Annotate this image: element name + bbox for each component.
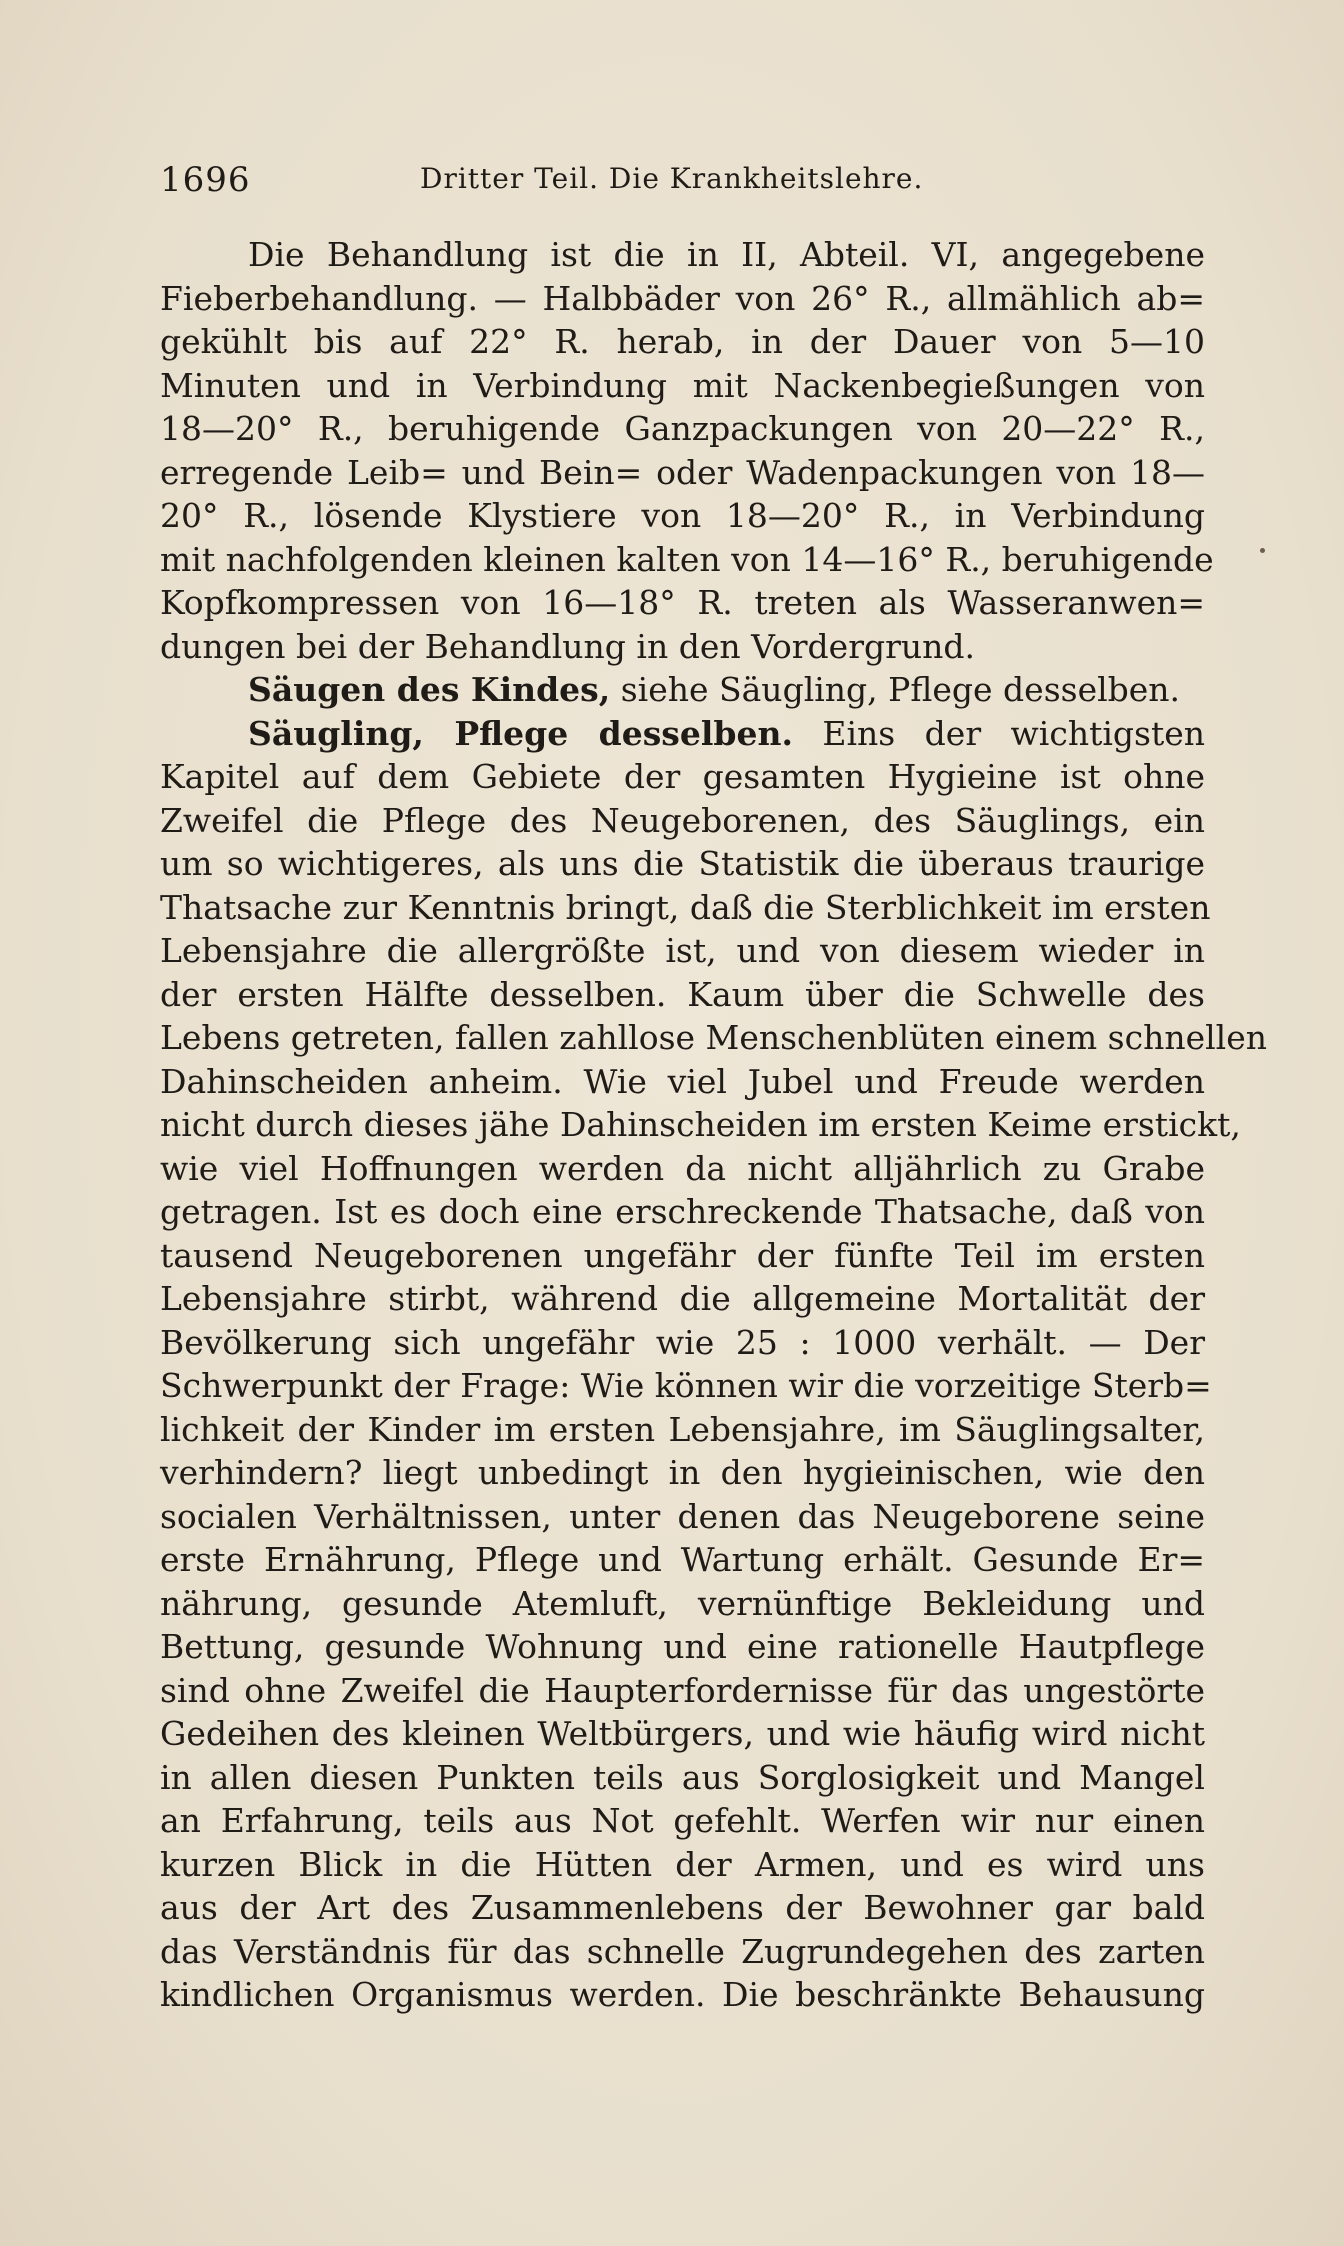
text-line	[160, 668, 1205, 712]
text-line: Zweifel die Pflege des Neugeborenen, des Säuglings, ein	[160, 800, 1205, 840]
text-line: Kapitel auf dem Gebiete der gesamten Hygieine ist ohne	[160, 757, 1205, 796]
paragraph-behandlung	[160, 233, 1214, 668]
text-line: an Erfahrung, teils aus Not gefehlt. Werfen wir nur einen	[160, 1801, 1205, 1840]
text-line: Die Behandlung ist die in II, Abteil. VI, angegebene	[248, 235, 1205, 274]
text-line: aus der Art des Zusammenlebens der Bewohner gar bald	[160, 1888, 1205, 1927]
text-line: 18—20° R., beruhigende Ganzpackungen von 20—22° R.,	[160, 409, 1205, 448]
text-line: socialen Verhältnissen, unter denen das Neugeborene seine	[160, 1496, 1205, 1536]
text-line: sind ohne Zweifel die Haupterfordernisse für das ungestörte	[160, 1670, 1205, 1710]
text-line: tausend Neugeborenen ungefähr der fünfte Teil im ersten	[160, 1235, 1205, 1275]
text-line: Thatsache zur Kenntnis bringt, daß die Sterblichkeit im ersten	[160, 887, 1211, 927]
text-line: nicht durch dieses jähe Dahinscheiden im ersten Keime erstickt,	[160, 1105, 1241, 1144]
text-line: um so wichtigeres, als uns die Statistik die überaus traurige	[160, 844, 1205, 883]
entry-saeugen-des-kindes	[160, 668, 1205, 712]
text-line: wie viel Hoffnungen werden da nicht alljährlich zu Grabe	[160, 1148, 1205, 1188]
entry-term: Säugen des Kindes,	[248, 670, 611, 709]
text-line: Lebensjahre stirbt, während die allgemeine Mortalität der	[160, 1279, 1205, 1318]
text-line: Fieberbehandlung. — Halbbäder von 26° R., allmählich ab=	[160, 278, 1205, 318]
text-line: der ersten Hälfte desselben. Kaum über die Schwelle des	[160, 974, 1205, 1014]
page-header	[160, 160, 1205, 210]
page-number: 1696	[160, 160, 251, 200]
text-line: 20° R., lösende Klystiere von 18—20° R., in Verbindung	[160, 496, 1205, 535]
text-line: nährung, gesunde Atemluft, vernünftige Bekleidung und	[160, 1583, 1205, 1623]
text-line: Minuten und in Verbindung mit Nackenbegießungen von	[160, 365, 1205, 405]
text-line: verhindern? liegt unbedingt in den hygieinischen, wie den	[160, 1453, 1205, 1492]
text-line: gekühlt bis auf 22° R. herab, in der Dauer von 5—10	[160, 322, 1205, 361]
running-head: Dritter Teil. Die Krankheitslehre.	[420, 162, 924, 195]
text-line: mit nachfolgenden kleinen kalten von 14—16° R., beruhigende	[160, 539, 1214, 579]
text-line: kurzen Blick in die Hütten der Armen, und es wird uns	[160, 1844, 1205, 1884]
entry-term: Säugling, Pflege desselben.	[248, 713, 793, 753]
text-line: Lebens getreten, fallen zahllose Menschenblüten einem schnellen	[160, 1018, 1268, 1057]
page-body	[160, 233, 1268, 2017]
text-line: lichkeit der Kinder im ersten Lebensjahre, im Säuglingsalter,	[160, 1409, 1205, 1449]
text-line: das Verständnis für das schnelle Zugrundegehen des zarten	[160, 1931, 1205, 1971]
text-line: Lebensjahre die allergrößte ist, und von diesem wieder in	[160, 931, 1205, 970]
text-line: getragen. Ist es doch eine erschreckende Thatsache, daß von	[160, 1192, 1205, 1231]
text-line: Kopfkompressen von 16—18° R. treten als Wasseranwen=	[160, 583, 1205, 622]
text-line: Gedeihen des kleinen Weltbürgers, und wie häufig wird nicht	[160, 1714, 1205, 1753]
text-line: Dahinscheiden anheim. Wie viel Jubel und Freude werden	[160, 1061, 1205, 1101]
text-line: erste Ernährung, Pflege und Wartung erhält. Gesunde Er=	[160, 1540, 1205, 1579]
entry-saeugling-pflege	[160, 712, 1268, 2017]
text-line: erregende Leib= und Bein= oder Wadenpackungen von 18—	[160, 452, 1205, 492]
paper-speck	[1260, 548, 1265, 553]
text-line: Schwerpunkt der Frage: Wie können wir die vorzeitige Sterb=	[160, 1366, 1212, 1405]
entry-text-start: Eins der wichtigsten	[822, 713, 1205, 753]
text-line: Bevölkerung sich ungefähr wie 25 : 1000 verhält. — Der	[160, 1322, 1205, 1362]
entry-cross-reference: siehe Säugling, Pflege desselben.	[610, 670, 1181, 709]
text-line: Bettung, gesunde Wohnung und eine rationelle Hautpflege	[160, 1627, 1205, 1666]
text-line: dungen bei der Behandlung in den Vordergrund.	[160, 626, 975, 666]
text-line	[160, 712, 1205, 756]
text-line: kindlichen Organismus werden. Die beschränkte Behausung	[160, 1975, 1205, 2014]
text-line: in allen diesen Punkten teils aus Sorglosigkeit und Mangel	[160, 1757, 1205, 1797]
